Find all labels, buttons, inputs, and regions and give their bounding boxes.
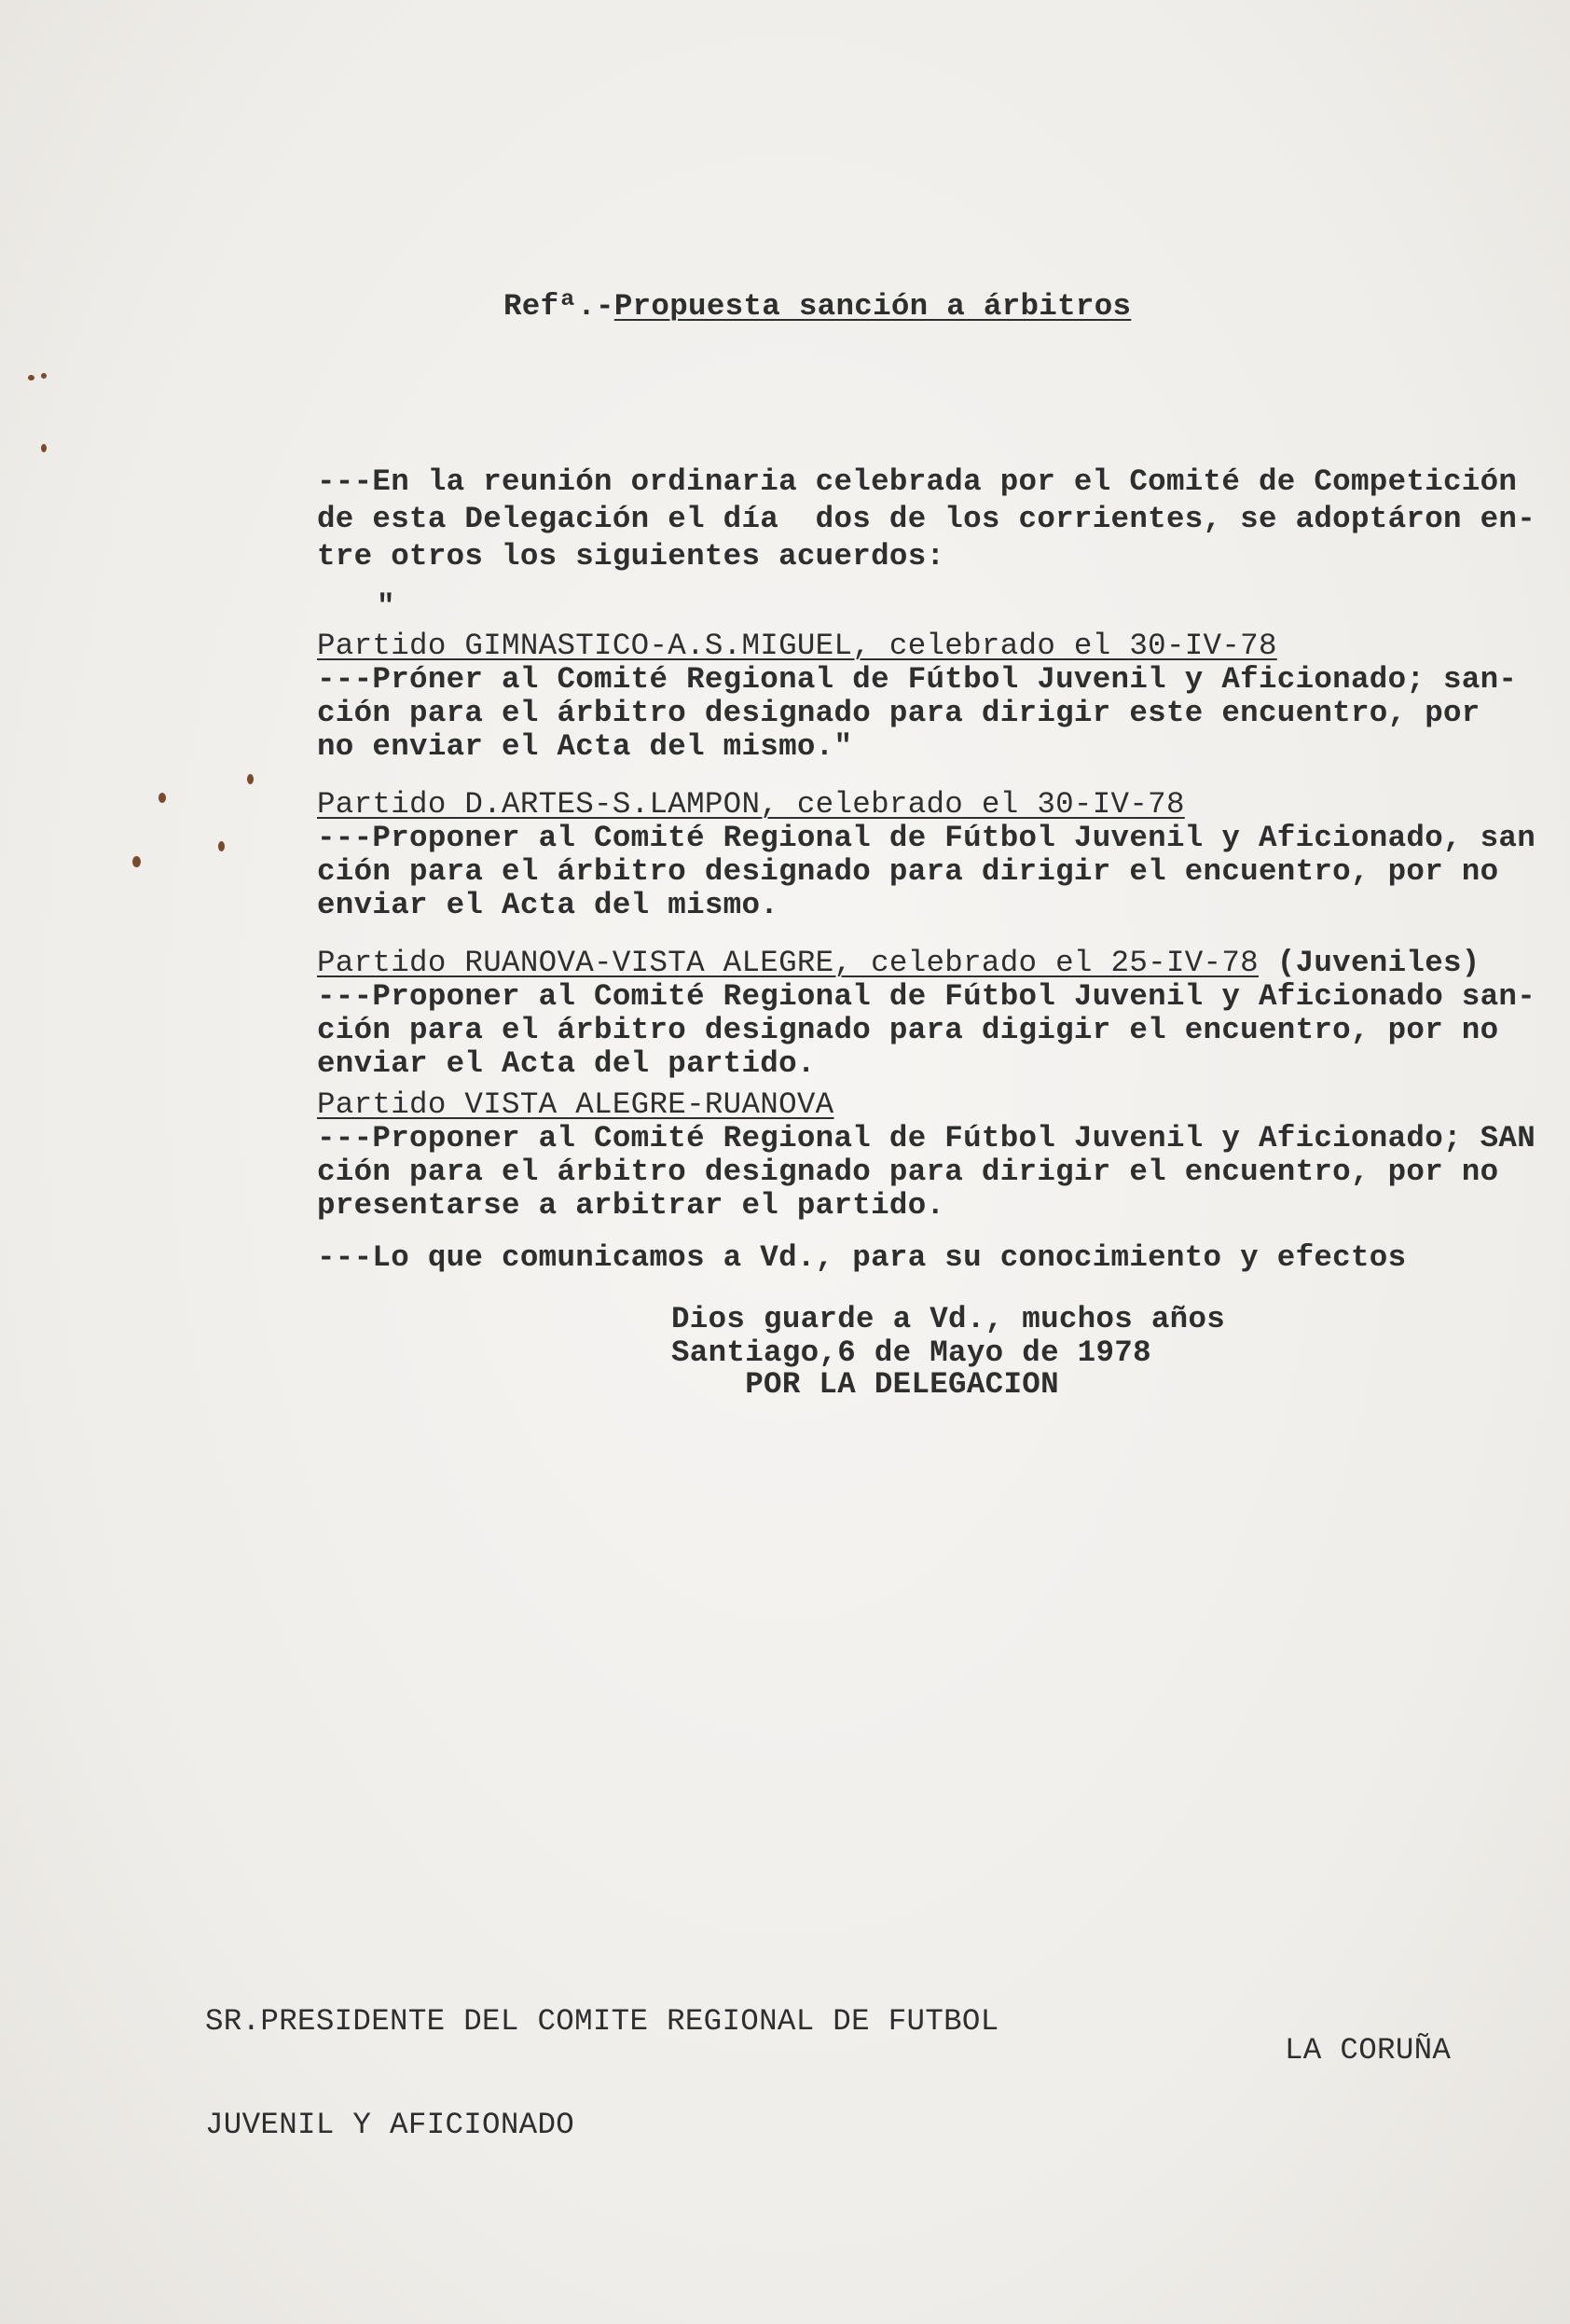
intro-line: ---En la reunión ordinaria celebrada por el Comité de Competición [317,464,1518,499]
match-heading: Partido GIMNASTICO-A.S.MIGUEL, celebrado el 30-IV-78 [317,629,1277,663]
match-text-line: ---Proponer al Comité Regional de Fútbol Juvenil y Aficionado san- [317,979,1536,1014]
match-text-line: ción para el árbitro designado para dirigir el encuentro, por no [317,854,1499,889]
rust-spot [247,774,254,784]
match-text-line: no enviar el Acta del mismo." [317,729,853,764]
signature-line: Santiago,6 de Mayo de 1978 [671,1335,1151,1370]
rust-spot [41,373,47,379]
city-line: LA CORUÑA [1285,2033,1452,2068]
closing-line: ---Lo que comunicamos a Vd., para su conocimiento y efectos [317,1240,1407,1275]
recipient-line: JUVENIL Y AFICIONADO [205,2108,575,2142]
match-heading: Partido RUANOVA-VISTA ALEGRE, celebrado el 25-IV-78 [317,946,1259,980]
rust-spot [218,841,225,851]
reference-subject: Propuesta sanción a árbitros [613,289,1132,324]
reference-line [503,289,1131,324]
match-text-line: presentarse a arbitrar el partido. [317,1188,945,1223]
match-heading: Partido VISTA ALEGRE-RUANOVA [317,1087,834,1122]
open-quote: " [377,589,395,624]
match-text-line: ---Próner al Comité Regional de Fútbol Juvenil y Aficionado; san- [317,662,1518,697]
signature-line: POR LA DELEGACION [671,1367,1059,1402]
match-heading-suffix: (Juveniles) [1258,946,1480,980]
rust-spot [132,856,141,867]
signature-line: Dios guarde a Vd., muchos años [671,1302,1226,1336]
rust-spot [158,793,166,803]
rust-spot [28,375,34,380]
recipient-block [205,1935,999,2211]
rust-spot [41,444,47,452]
intro-line: de esta Delegación el día dos de los corrientes, se adoptáron en- [317,502,1536,536]
match-text-line: ---Proponer al Comité Regional de Fútbol Juvenil y Aficionado; SAN [317,1121,1536,1155]
intro-line: tre otros los siguientes acuerdos: [317,539,945,574]
match-text-line: ción para el árbitro designado para dirigir este encuentro, por [317,696,1480,730]
recipient-line: SR.PRESIDENTE DEL COMITE REGIONAL DE FUTBOL [205,2004,999,2039]
reference-prefix: Refª.- [503,289,614,324]
match-heading: Partido D.ARTES-S.LAMPON, celebrado el 30-IV-78 [317,787,1185,822]
match-text-line: ---Proponer al Comité Regional de Fútbol Juvenil y Aficionado, san [317,821,1536,855]
match-text-line: ción para el árbitro designado para dirigir el encuentro, por no [317,1155,1499,1189]
match-text-line: enviar el Acta del partido. [317,1046,816,1081]
match-text-line: enviar el Acta del mismo. [317,888,779,922]
match-heading-line [317,946,1480,980]
match-text-line: ción para el árbitro designado para digigir el encuentro, por no [317,1013,1499,1047]
